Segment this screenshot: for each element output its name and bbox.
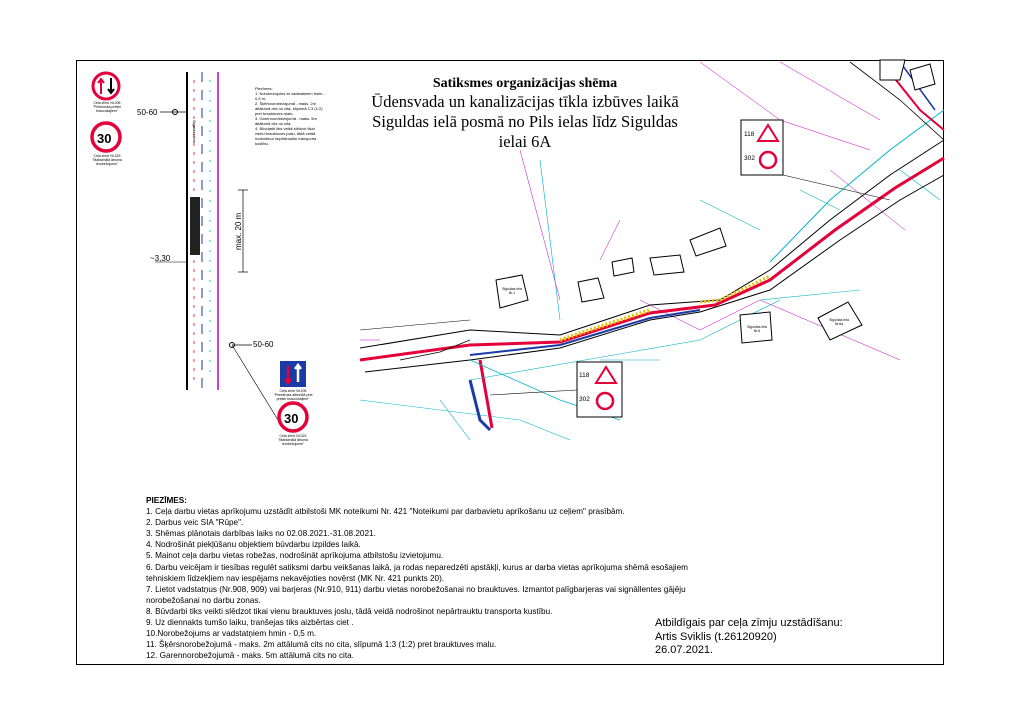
title-heading: Satiksmes organizācijas shēma [432,76,618,91]
building-label-nr1: Siguldas iela Nr.1 [502,287,522,295]
street-label: Siguldas iela [192,120,197,143]
building-top [880,60,905,80]
note-item: 12. Garennorobežojumā - maks. 5m attālumā cits no cita. [146,651,354,661]
no-entry-icon [597,393,613,409]
note-item: 10.Norobežojums ar vadstatņiem hmin - 0,5 m. [146,629,317,639]
note-item: 4. Nodrošināt piekļūšanu objektiem būvdarbu izpildes laikā. [146,540,361,550]
note-item: 1. Ceļa darbu vietas aprīkojumu uzstādīt atbilstoši MK noteikumi Nr. 421 "Noteikumi par darbavietu aprīkošanu uz ceļiem" prasībām. [146,507,625,517]
sign-206-icon [93,73,119,99]
sign-number-118-top: 118 [744,131,755,138]
sign-number-302-bottom: 302 [579,396,590,403]
drawing-title [355,76,695,152]
speed-value-bottom: 30 [284,411,299,426]
building-e [612,258,634,276]
left-legend: Piezīmes: 1. Norobežojums ar vadstatņiem hmin - 0,5 m; 2. Šķērsnorobežojumā - maks. 2m attālumā cits no cita, slīpumā 1:3 (1:2) pret brauktuves malu; 3. Garennorobežojumā - maks. 5m attālumā cits no cita; 4. Būvdarbi tiks veikti slēdzot tikai vienu brauktuves joslu, tādā veidā nodrošinot nepārtrauktu transporta kustību. [255,86,325,146]
responsible-date: 26.07.2021. [655,644,714,656]
responsible-block [655,617,843,658]
responsible-name: Artis Sviklis (t.26120920) [655,630,777,643]
sign-205-icon [280,361,306,387]
max-length: max. 20 m [234,212,243,250]
building-label-nr6: Siguldas iela Nr.6 [747,325,767,333]
sign-205-caption: Ceļa zīme Nr.205 "Priekšroka attiecībā pret pretim braucošajiem" [273,389,313,401]
distance-bottom: 50-60 [253,340,274,349]
note-item: 5. Mainot ceļa darbu vietas robežas, nodrošināt aprīkojuma atbilstošu izvietojumu. [146,551,444,561]
note-item: 7. Lietot vadstatņus (Nr.908, 909) vai barjeras (Nr.910, 911) darbu vietas norobežošanai no brauktuves. Izmantot palīgbarjeras vai signāllentes gājēju norobežošanai no darbu zonas. [146,584,686,605]
no-entry-icon [760,152,776,168]
speed-value-top: 30 [97,131,112,146]
building-d [690,228,726,256]
notes-header: PIEZĪMES: [146,496,187,505]
notes-block [146,495,706,661]
building-b [578,278,604,302]
road-width: ~3,30 [150,254,171,263]
building-label-nr6a: Siguldas iela Nr.6a [829,318,849,326]
boundary-lines [360,160,940,440]
note-item: 11. Šķērsnorobežojumā - maks. 2m attālumā cits no cita, slīpumā 1:3 (1:2) pret brauktuves malu. [146,640,497,650]
note-item: 6. Darbu veicējam ir tiesības regulēt satiksmi darbu veikšanas laikā, ja rodas neparedzēti apstākļi, kurus ar darba vietas aprīkojuma shēmā esošajiem tehniskiem līdzekļiem nav iespējams nekavējoties novērst (MK Nr. 421 punkts 20). [146,562,688,583]
building-top2 [910,64,935,90]
work-zone [190,197,200,255]
sign-323-caption: Ceļa zīme Nr.323 "Maksimālā ātruma ierobežojums" [92,154,122,166]
distance-top: 50-60 [137,108,158,117]
responsible-title: Atbildīgais par ceļa zīmju uzstādīšanu: [655,617,843,629]
sign-number-302-top: 302 [744,155,755,162]
sign-206-caption: Ceļa zīme Nr.206 "Priekšroka pretim braucošajiem" [92,101,122,113]
note-item: 9. Uz diennakts tumšo laiku, tranšejas tiks aizbērtas ciet . [146,618,354,628]
building-c [650,255,684,275]
sign-323b-caption: Ceļa zīme Nr.323 "Maksimālā ātruma ierobežojums" [278,434,308,446]
title-line-3: ielai 6A [498,132,552,151]
note-item: 3. Shēmas plānotais darbības laiks no 02.08.2021.-31.08.2021. [146,529,376,539]
title-line-1: Ūdensvada un kanalizācijas tīkla izbūves laikā [371,92,679,111]
title-line-2: Siguldas ielā posmā no Pils ielas līdz Siguldas [372,112,678,131]
note-item: 2. Darbus veic SIA "Rūpe". [146,518,244,528]
sign-leader-bottom [232,345,278,420]
note-item: 8. Būvdarbi tiks veikti slēdzot tikai vienu brauktuves joslu, tādā veidā nodrošinot nepārtrauktu transporta kustību. [146,606,553,616]
sign-number-118-bottom: 118 [579,372,590,379]
sign-box-bottom [490,362,622,417]
